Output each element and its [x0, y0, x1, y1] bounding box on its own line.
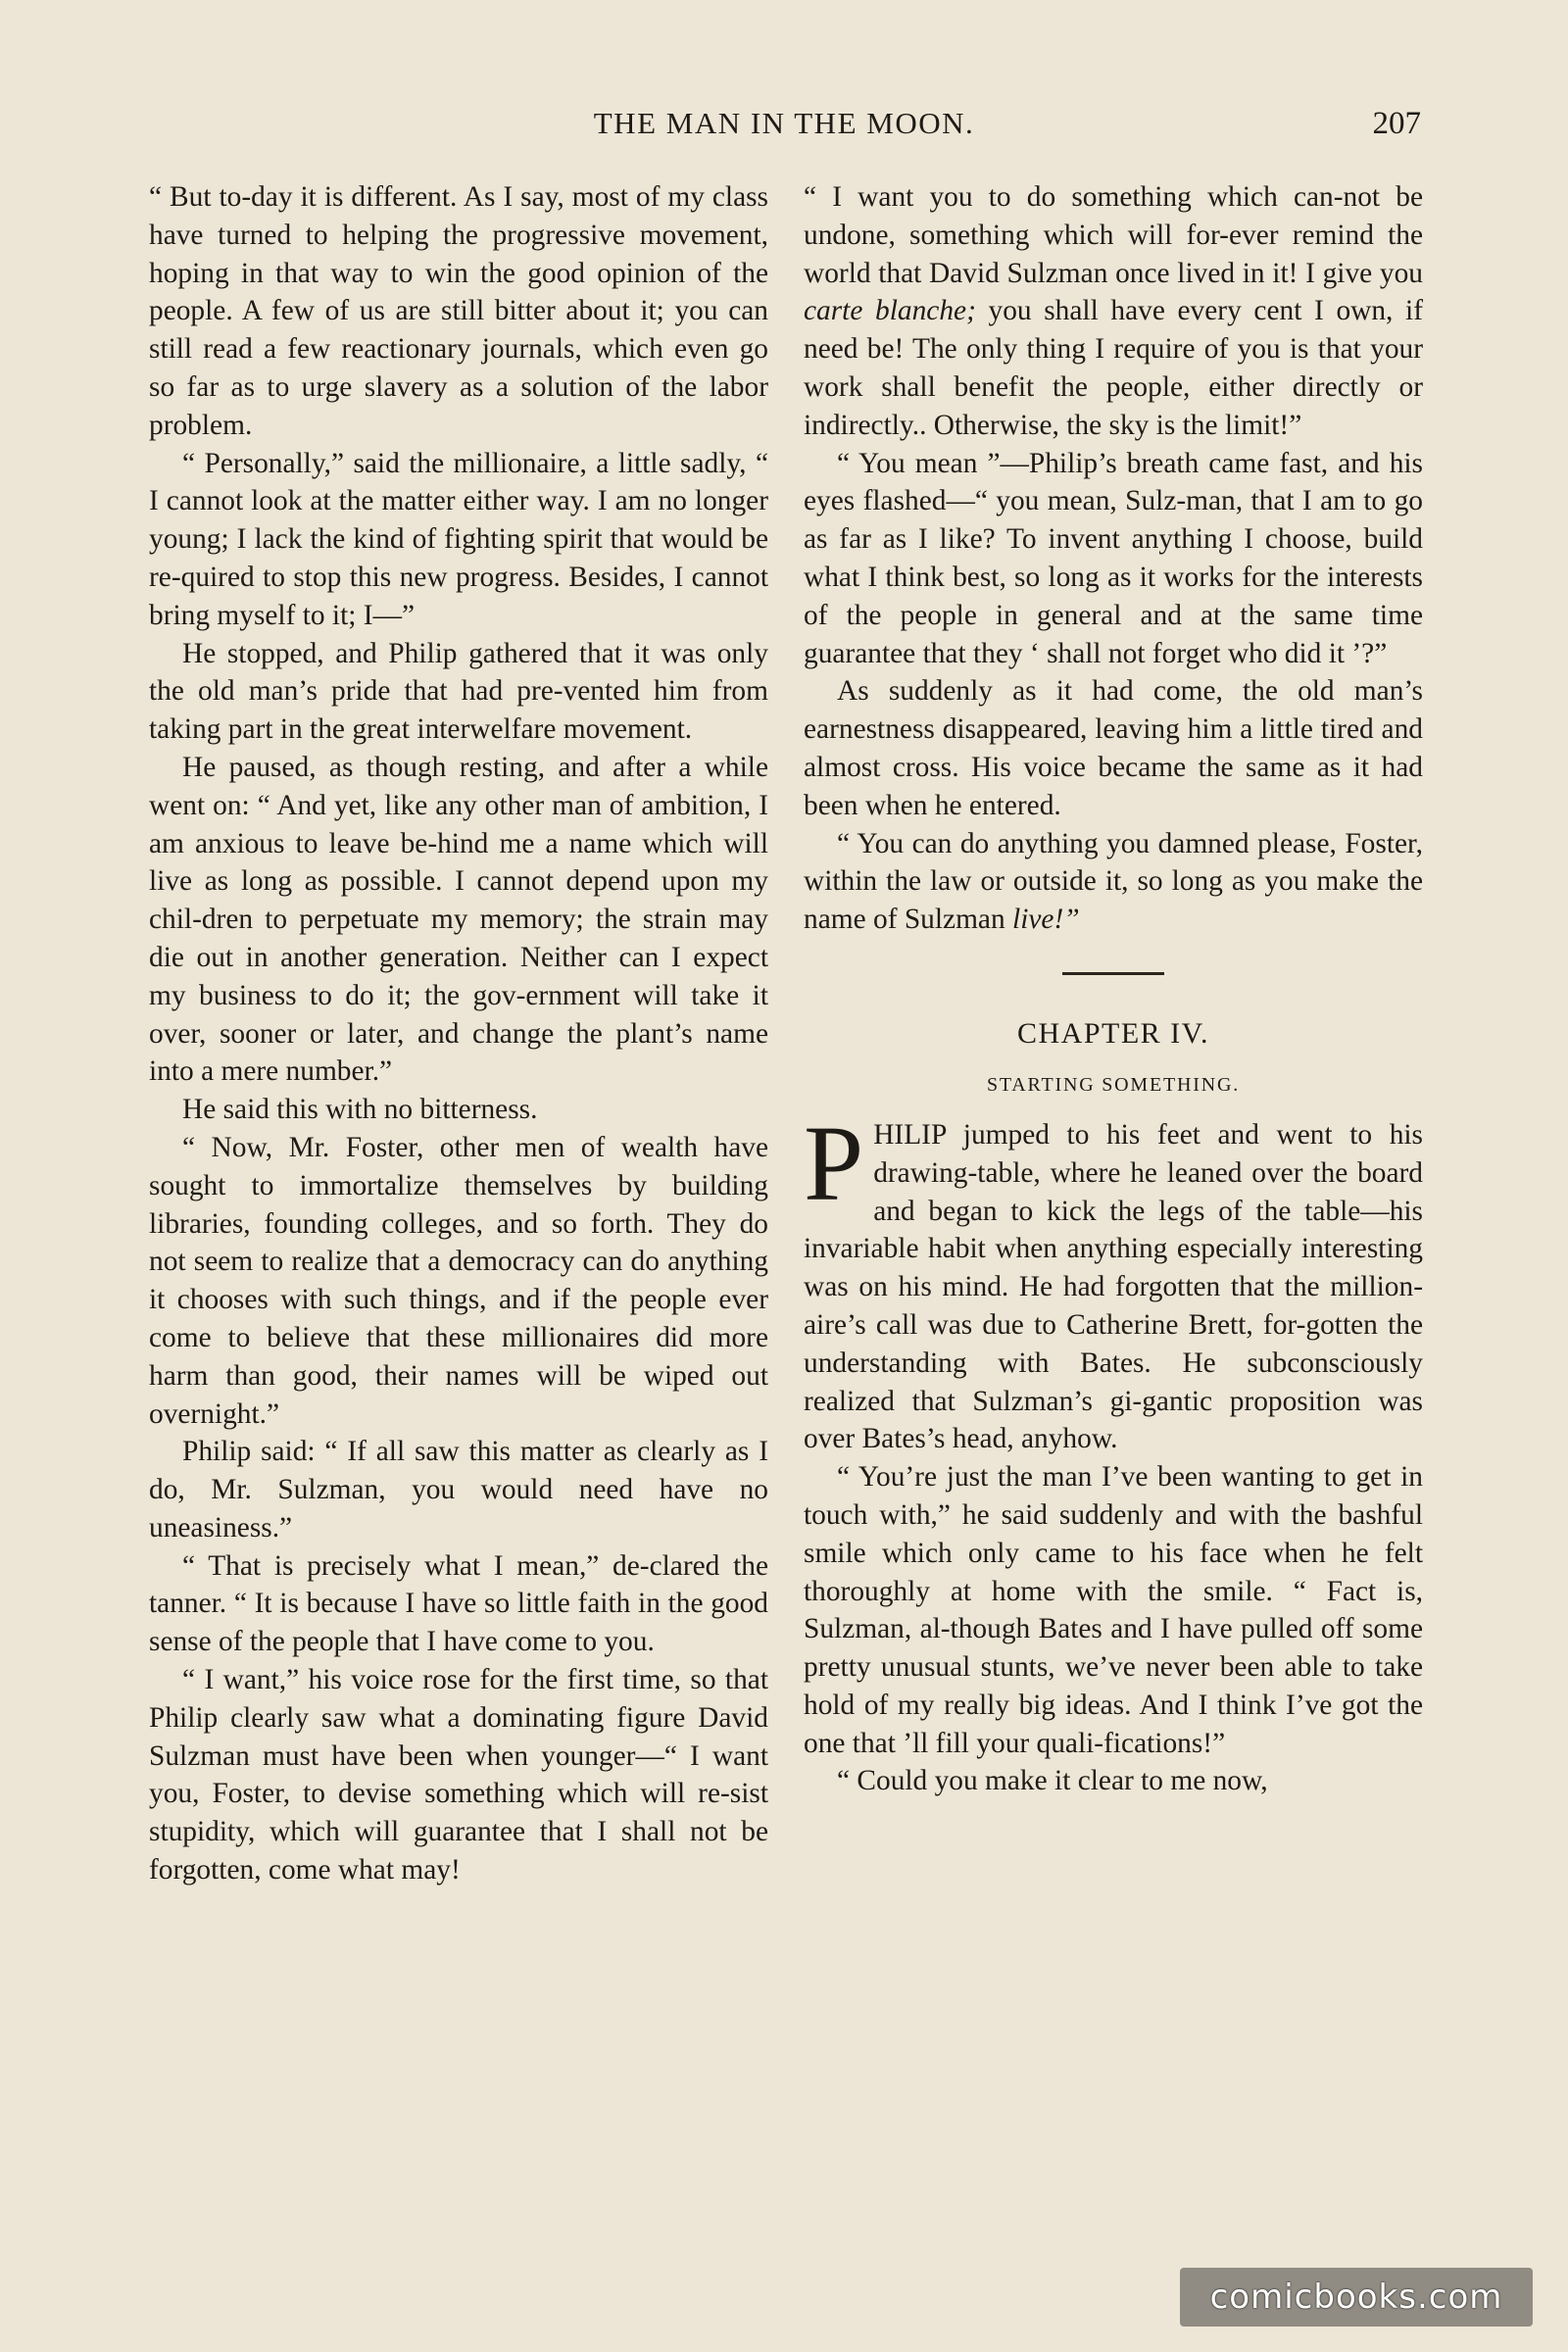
paragraph: “ Could you make it clear to me now,	[837, 1765, 1268, 1797]
paragraph: “ Personally,” said the millionaire, a little sadly, “ I cannot look at the matter either way. I am no longer young; I lack the kind of fighting spirit that would be re-quired to stop this new progress. Besides, I cannot bring myself to it; I—”	[149, 447, 768, 631]
paragraph: “ You’re just the man I’ve been wanting to get in touch with,” he said suddenly and with the bashful smile which only came to his face when he felt thoroughly at home with the smile. “ Fact is, Sulzman, al-though Bates and I have pulled off some pretty unusual stunts, we’ve never been able to take hold of my really big ideas. And I think I’ve got the one that ’ll fill your quali-fications!”	[804, 1461, 1423, 1759]
italic-text: live!”	[1012, 904, 1080, 936]
text-run: you shall have every cent I own, if need be! The only thing I require of you is that your work shall benefit the people, either directly or indirectly.. Otherwise, the sky is the limit!”	[804, 295, 1423, 441]
paragraph	[804, 825, 1423, 939]
chapter-subtitle: STARTING SOMETHING.	[986, 1073, 1241, 1096]
running-head: THE MAN IN THE MOON.	[593, 106, 975, 140]
paragraph: “ But to-day it is different. As I say, most of my class have turned to helping the progressive movement, hoping in that way to win the good opinion of the people. A few of us are still bitter about it; you can still read a few reactionary journals, which even go so far as to urge slavery as a solution of the labor problem.	[149, 181, 768, 441]
paragraph: He stopped, and Philip gathered that it was only the old man’s pride that had pre-vented him from taking part in the great interwelfare movement.	[149, 637, 768, 746]
chapter-heading: CHAPTER IV.	[1017, 1016, 1209, 1050]
text-run: “ I want you to do something which can-not be undone, something which will for-ever remind the world that David Sulzman once lived in it! I give you	[804, 181, 1423, 289]
drop-cap: P	[804, 1102, 864, 1223]
section-separator	[1062, 972, 1164, 975]
paragraph: “ You mean ”—Philip’s breath came fast, and his eyes flashed—“ you mean, Sulz-man, that I am to go as far as I like? To invent anything I choose, build what I think best, so long as it works for the interests of the people in general and at the same time guarantee that they ‘ shall not forget who did it ’?”	[804, 447, 1423, 669]
watermark	[1180, 2268, 1533, 2327]
paragraph: He said this with no bitterness.	[182, 1094, 538, 1126]
italic-text: carte blanche;	[804, 295, 976, 327]
watermark-text: comicbooks.com	[1209, 2278, 1503, 2317]
paragraph: “ I want,” his voice rose for the first time, so that Philip clearly saw what a dominating figure David Sulzman must have been when younger—“ I want you, Foster, to devise something which will re-sist stupidity, which will guarantee that I shall not be forgotten, come what may!	[149, 1664, 768, 1886]
text-run: “ You can do anything you damned please, Foster, within the law or outside it, so long as you make the name of Sulzman	[804, 827, 1423, 936]
paragraph: Philip said: “ If all saw this matter as clearly as I do, Mr. Sulzman, you would need have no uneasiness.”	[149, 1436, 768, 1544]
paragraph	[804, 178, 1423, 445]
left-column	[149, 178, 768, 1889]
paragraph: “ Now, Mr. Foster, other men of wealth have sought to immortalize themselves by building libraries, founding colleges, and so forth. They do not seem to realize that a democracy can do anything it chooses with such things, and if the people ever come to believe that these millionaires did more harm than good, their names will be wiped out overnight.”	[149, 1131, 768, 1430]
page-number: 207	[1372, 106, 1421, 141]
right-column	[804, 178, 1423, 1800]
text-run: HILIP jumped to his feet and went to his drawing-table, where he leaned over the board and began to kick the legs of the table—his invariable habit when anything especially interesting was on his mind. He had forgotten that the million-aire’s call was due to Catherine Brett, for-gotten the understanding with Bates. He subconsciously realized that Sulzman’s gi-gantic proposition was over Bates’s head, anyhow.	[804, 1118, 1423, 1455]
paragraph: He paused, as though resting, and after a while went on: “ And yet, like any other man of ambition, I am anxious to leave be-hind me a name which will live as long as possible. I cannot depend upon my chil-dren to perpetuate my memory; the strain may die out in another generation. Neither can I expect my business to do it; the gov-ernment will take it over, sooner or later, and change the plant’s name into a mere number.”	[149, 751, 768, 1088]
page-header	[147, 106, 1421, 155]
paragraph: As suddenly as it had come, the old man’s earnestness disappeared, leaving him a little tired and almost cross. His voice became the same as it had been when he entered.	[804, 675, 1423, 821]
paragraph-with-dropcap	[804, 1102, 1423, 1458]
paragraph: “ That is precisely what I mean,” de-clared the tanner. “ It is because I have so little faith in the good sense of the people that I have come to you.	[149, 1549, 768, 1658]
